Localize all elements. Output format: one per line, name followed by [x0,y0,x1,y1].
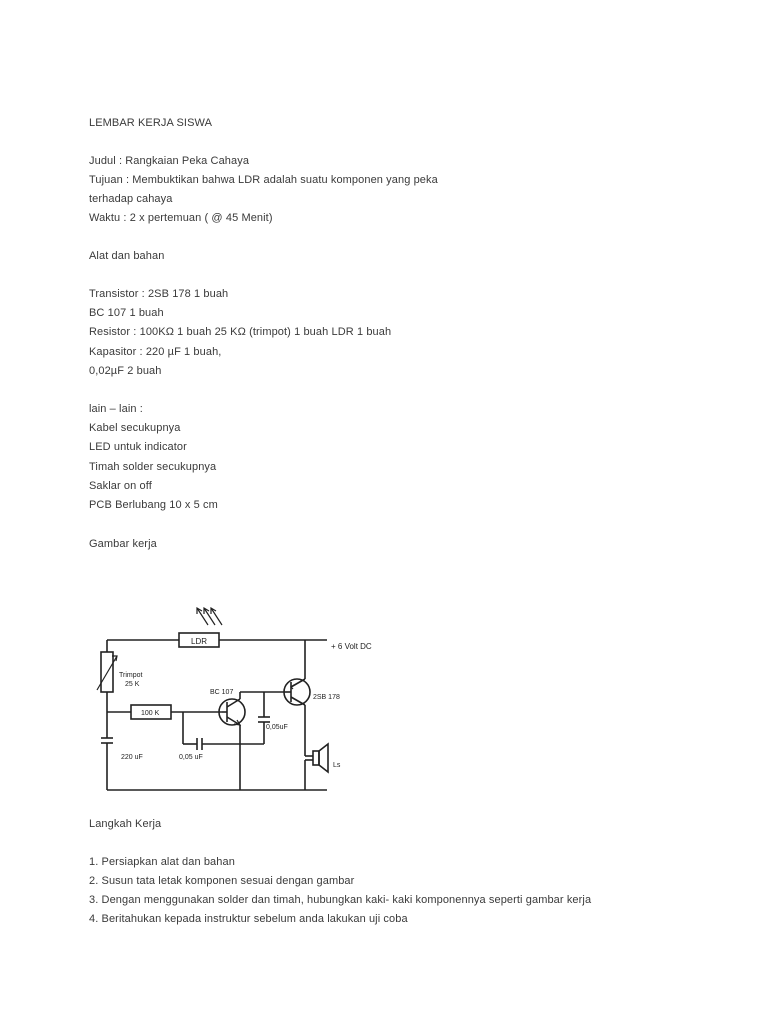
resistor-100k-label: 100 K [141,710,160,717]
trimpot-arrow [97,656,117,690]
material-item: Transistor : 2SB 178 1 buah [89,288,229,300]
step-item: 1. Persiapkan alat dan bahan [89,856,235,868]
ldr-label: LDR [191,637,208,646]
material-item: Kapasitor : 220 µF 1 buah, [89,346,222,358]
material-item: 0,02µF 2 buah [89,365,162,377]
worksheet-title: LEMBAR KERJA SISWA [89,117,213,129]
judul-line: Judul : Rangkaian Peka Cahaya [89,155,250,167]
bc107-label: BC 107 [210,689,234,696]
other-item: Timah solder secukupnya [89,461,217,473]
2sb178-label: 2SB 178 [313,694,340,701]
cap-005-right-label: 0,05uF [266,724,288,731]
other-item: Saklar on off [89,480,152,492]
alat-heading: Alat dan bahan [89,250,165,262]
light-arrows-icon [197,608,222,625]
gambar-heading: Gambar kerja [89,538,157,550]
other-item: Kabel secukupnya [89,422,181,434]
material-item: BC 107 1 buah [89,307,164,319]
cap-005-bottom-label: 0,05 uF [179,754,203,761]
step-item: 3. Dengan menggunakan solder dan timah, hubungkan kaki- kaki komponennya seperti gambar kerja [89,894,592,906]
step-item: 2. Susun tata letak komponen sesuai dengan gambar [89,875,355,887]
material-item: Resistor : 100KΩ 1 buah 25 KΩ (trimpot) 1 buah LDR 1 buah [89,326,392,338]
other-item: PCB Berlubang 10 x 5 cm [89,499,218,511]
supply-label: + 6 Volt DC [331,642,372,651]
tujuan-line-continued: terhadap cahaya [89,193,173,205]
waktu-line: Waktu : 2 x pertemuan ( @ 45 Menit) [89,212,273,224]
speaker-label: Ls [333,762,341,769]
lain-heading: lain – lain : [89,403,143,415]
speaker-icon [313,744,328,772]
trimpot-label: Trimpot [119,672,143,679]
other-item: LED untuk indicator [89,441,187,453]
bc107-transistor [219,699,245,725]
tujuan-line: Tujuan : Membuktikan bahwa LDR adalah suatu komponen yang peka [89,174,438,186]
2sb178-transistor [284,679,310,705]
cap-220-label: 220 uF [121,754,143,761]
circuit-diagram [95,600,385,800]
trimpot-value: 25 K [125,681,140,688]
langkah-heading: Langkah Kerja [89,818,162,830]
step-item: 4. Beritahukan kepada instruktur sebelum anda lakukan uji coba [89,913,408,925]
